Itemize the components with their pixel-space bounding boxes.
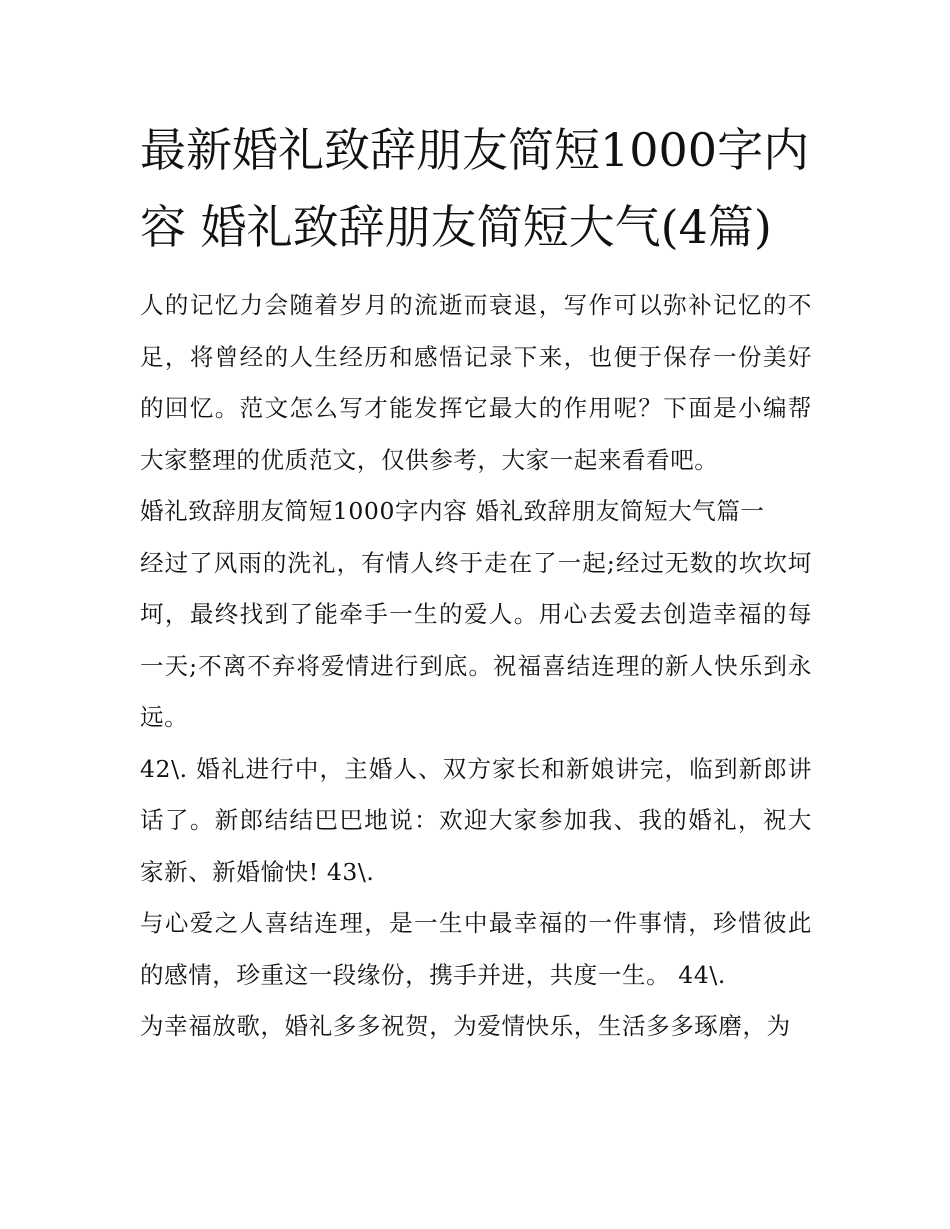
document-title: 最新婚礼致辞朋友简短1000字内容 婚礼致辞朋友简短大气(4篇) [140, 123, 810, 254]
intro-paragraph: 人的记忆力会随着岁月的流逝而衰退，写作可以弥补记忆的不足，将曾经的人生经历和感悟记录下来，也便于保存一份美好的回忆。范文怎么写才能发挥它最大的作用呢？下面是小编帮大家整理的优质范文，仅供参考，大家一起来看看吧。 [140, 291, 812, 474]
section-heading: 婚礼致辞朋友简短1000字内容 婚礼致辞朋友简短大气篇一 [140, 497, 765, 525]
body-paragraph: 经过了风雨的洗礼，有情人终于走在了一起;经过无数的坎坎坷坷，最终找到了能牵手一生的爱人。用心去爱去创造幸福的每一天;不离不弃将爱情进行到底。祝福喜结连理的新人快乐到永远。 [140, 548, 812, 731]
body-paragraph: 为幸福放歌，婚礼多多祝贺，为爱情快乐，生活多多琢磨，为 [140, 1012, 791, 1040]
body-paragraph: 42\. 婚礼进行中，主婚人、双方家长和新娘讲完，临到新郎讲话了。新郎结结巴巴地说：欢迎大家参加我、我的婚礼，祝大家新、新婚愉快! 43\. [140, 754, 812, 886]
body-paragraph: 与心爱之人喜结连理，是一生中最幸福的一件事情，珍惜彼此的感情，珍重这一段缘份，携手并进，共度一生。 44\. [140, 909, 812, 989]
document-page [140, 112, 812, 1053]
